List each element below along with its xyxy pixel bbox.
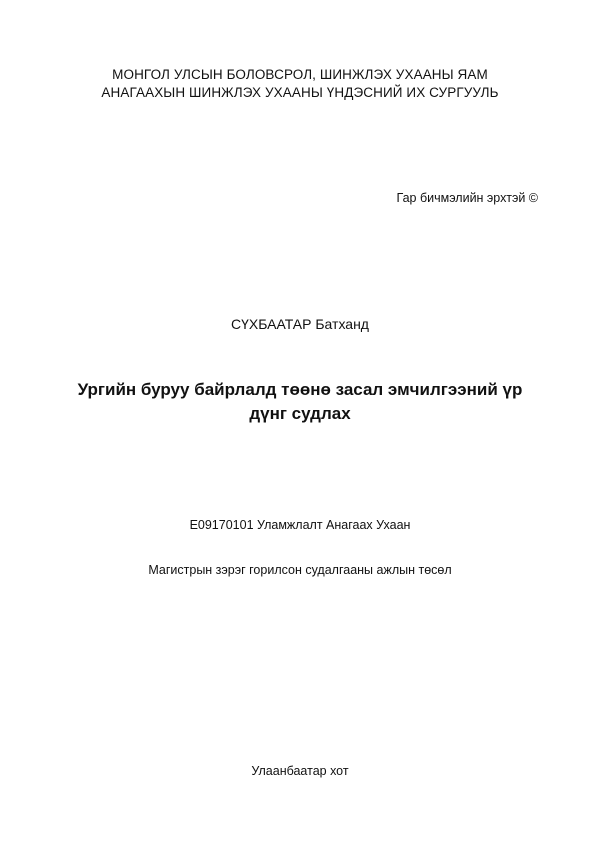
ministry-name: МОНГОЛ УЛСЫН БОЛОВСРОЛ, ШИНЖЛЭХ УХААНЫ ЯАМ [112, 67, 488, 82]
city-name: Улаанбаатар хот [251, 764, 349, 778]
university-name: АНАГААХЫН ШИНЖЛЭХ УХААНЫ ҮНДЭСНИЙ ИХ СУРГУУЛЬ [101, 85, 499, 100]
copyright-notice: Гар бичмэлийн эрхтэй © [396, 191, 538, 205]
institution-header [0, 66, 600, 102]
specialty-code: Е09170101 Уламжлалт Анагаах Ухаан [189, 518, 411, 532]
author-name: СҮХБААТАР Батханд [231, 316, 369, 332]
thesis-title: Ургийн буруу байрлалд төөнө засал эмчилгээний үр дүнг судлах [77, 380, 523, 423]
degree-description: Магистрын зэрэг горилсон судалгааны ажлын төсөл [148, 563, 452, 577]
